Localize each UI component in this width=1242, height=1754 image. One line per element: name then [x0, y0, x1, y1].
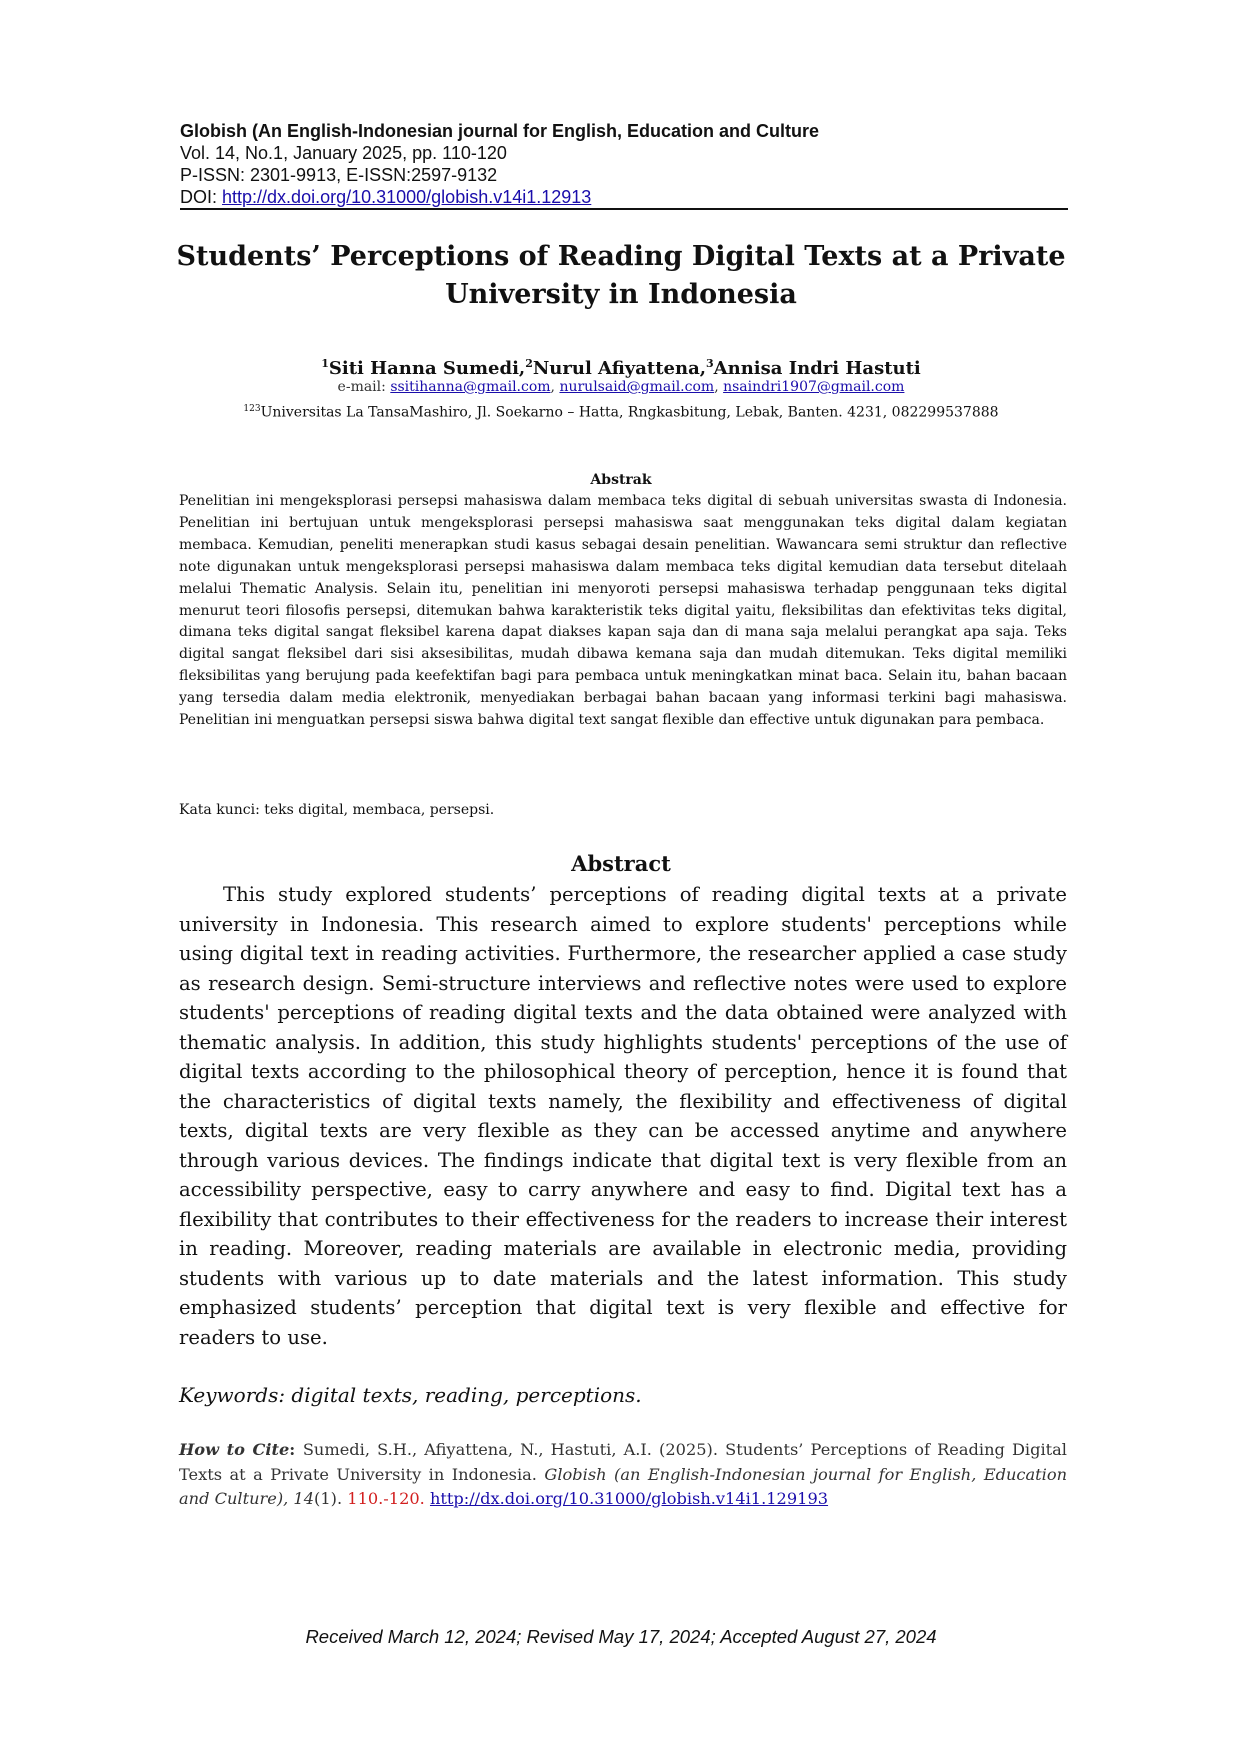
citation-authors: Sumedi, S.H., Afiyattena, N., Hastuti, A.I. (2025). Students’ Perceptions of Reading Digital Texts at a Private University in Indonesia.: [179, 1440, 1067, 1484]
citation-pages: 110.-120.: [347, 1489, 430, 1508]
how-to-cite: [179, 1438, 1067, 1512]
how-to-cite-label: How to Cite: [179, 1440, 290, 1459]
abstract-text: This study explored students’ perceptions of reading digital texts at a private university in Indonesia. This research aimed to explore students' perceptions while using digital text in reading activities. Furthermore, the researcher applied a case study as research design. Semi-structure interviews and reflective notes were used to explore students' perceptions of reading digital texts and the data obtained were analyzed with thematic analysis. In addition, this study highlights students' perceptions of the use of digital texts according to the philosophical theory of perception, hence it is found that the characteristics of digital texts namely, the flexibility and effectiveness of digital texts, digital texts are very flexible as they can be accessed anytime and anywhere through various devices. The findings indicate that digital text is very flexible from an accessibility perspective, easy to carry anywhere and easy to find. Digital text has a flexibility that contributes to their effectiveness for the readers to increase their interest in reading. Moreover, reading materials are available in electronic media, providing students with various up to date materials and the latest information. This study emphasized students’ perception that digital text is very flexible and effective for readers to use.: [179, 883, 1067, 1349]
citation-doi-link[interactable]: http://dx.doi.org/10.31000/globish.v14i1.129193: [429, 1489, 829, 1508]
journal-header: [180, 120, 1068, 210]
citation-issue: (1).: [314, 1489, 348, 1508]
received-dates: Received March 12, 2024; Revised May 17, 2024; Accepted August 27, 2024: [305, 1626, 937, 1647]
journal-issn: P-ISSN: 2301-9913, E-ISSN:2597-9132: [180, 165, 498, 185]
affiliation-number: 123: [243, 404, 261, 414]
kata-kunci: Kata kunci: teks digital, membaca, persepsi.: [179, 802, 495, 818]
how-to-cite-colon: :: [289, 1440, 303, 1459]
email-label: e-mail:: [337, 379, 391, 395]
author-3-name: Annisa Indri Hastuti: [713, 358, 921, 379]
author-1-name: Siti Hanna Sumedi,: [328, 358, 526, 379]
abstract-heading: Abstract: [571, 851, 671, 876]
affiliation-text: Universitas La TansaMashiro, Jl. Soekarno – Hatta, Rngkasbitung, Lebak, Banten. 4231, 082299537888: [260, 404, 999, 421]
author-2-name: Nurul Afiyattena,: [532, 358, 707, 379]
author-emails: [160, 377, 1082, 397]
author-3-number: 3: [706, 357, 714, 370]
doi-link[interactable]: http://dx.doi.org/10.31000/globish.v14i1.12913: [222, 187, 592, 207]
email-link-2[interactable]: nurulsaid@gmail.com: [559, 379, 715, 395]
email-separator: ,: [714, 379, 724, 395]
email-separator: ,: [550, 379, 560, 395]
email-link-3[interactable]: nsaindri1907@gmail.com: [723, 379, 905, 395]
email-link-1[interactable]: ssitihanna@gmail.com: [390, 379, 551, 395]
affiliation: [160, 399, 1082, 423]
paper-title: Students’ Perceptions of Reading Digital Texts at a Private University in Indonesia: [176, 241, 1066, 310]
abstrak-heading: Abstrak: [590, 472, 652, 488]
journal-name: Globish (An English-Indonesian journal for English, Education and Culture: [180, 121, 820, 141]
keywords: Keywords: digital texts, reading, perceptions.: [179, 1383, 642, 1407]
journal-volume: Vol. 14, No.1, January 2025, pp. 110-120: [180, 143, 507, 163]
citation-journal: Globish (an English-Indonesian journal for English, Education and Culture), 14: [179, 1464, 1068, 1508]
author-1-number: 1: [321, 357, 329, 370]
author-2-number: 2: [525, 357, 533, 370]
doi-line: [180, 186, 1068, 210]
doi-label: DOI:: [180, 187, 223, 207]
abstrak-text: Penelitian ini mengeksplorasi persepsi mahasiswa dalam membaca teks digital di sebuah universitas swasta di Indonesia. Penelitian ini bertujuan untuk mengeksplorasi persepsi mahasiswa saat menggunakan teks digital dalam kegiatan membaca. Kemudian, peneliti menerapkan studi kasus sebagai desain penelitian. Wawancara semi struktur dan reflective note digunakan untuk mengeksplorasi persepsi mahasiswa dalam membaca teks digital kemudian data tersebut ditelaah melalui Thematic Analysis. Selain itu, penelitian ini menyoroti persepsi mahasiswa terhadap penggunaan teks digital menurut teori filosofis persepsi, ditemukan bahwa karakteristik teks digital yaitu, fleksibilitas dan efektivitas teks digital, dimana teks digital sangat fleksibel karena dapat diakses kapan saja dan di mana saja melalui perangkat apa saja. Teks digital sangat fleksibel dari sisi aksesibilitas, mudah dibawa kemana saja dan mudah ditemukan. Teks digital memiliki fleksibilitas yang berujung pada keefektifan bagi para pembaca untuk meningkatkan minat baca. Selain itu, bahan bacaan yang tersedia dalam media elektronik, menyediakan berbagai bahan bacaan yang informasi terkini bagi mahasiswa. Penelitian ini menguatkan persepsi siswa bahwa digital text sangat flexible dan effective untuk digunakan para pembaca.: [179, 493, 1067, 729]
